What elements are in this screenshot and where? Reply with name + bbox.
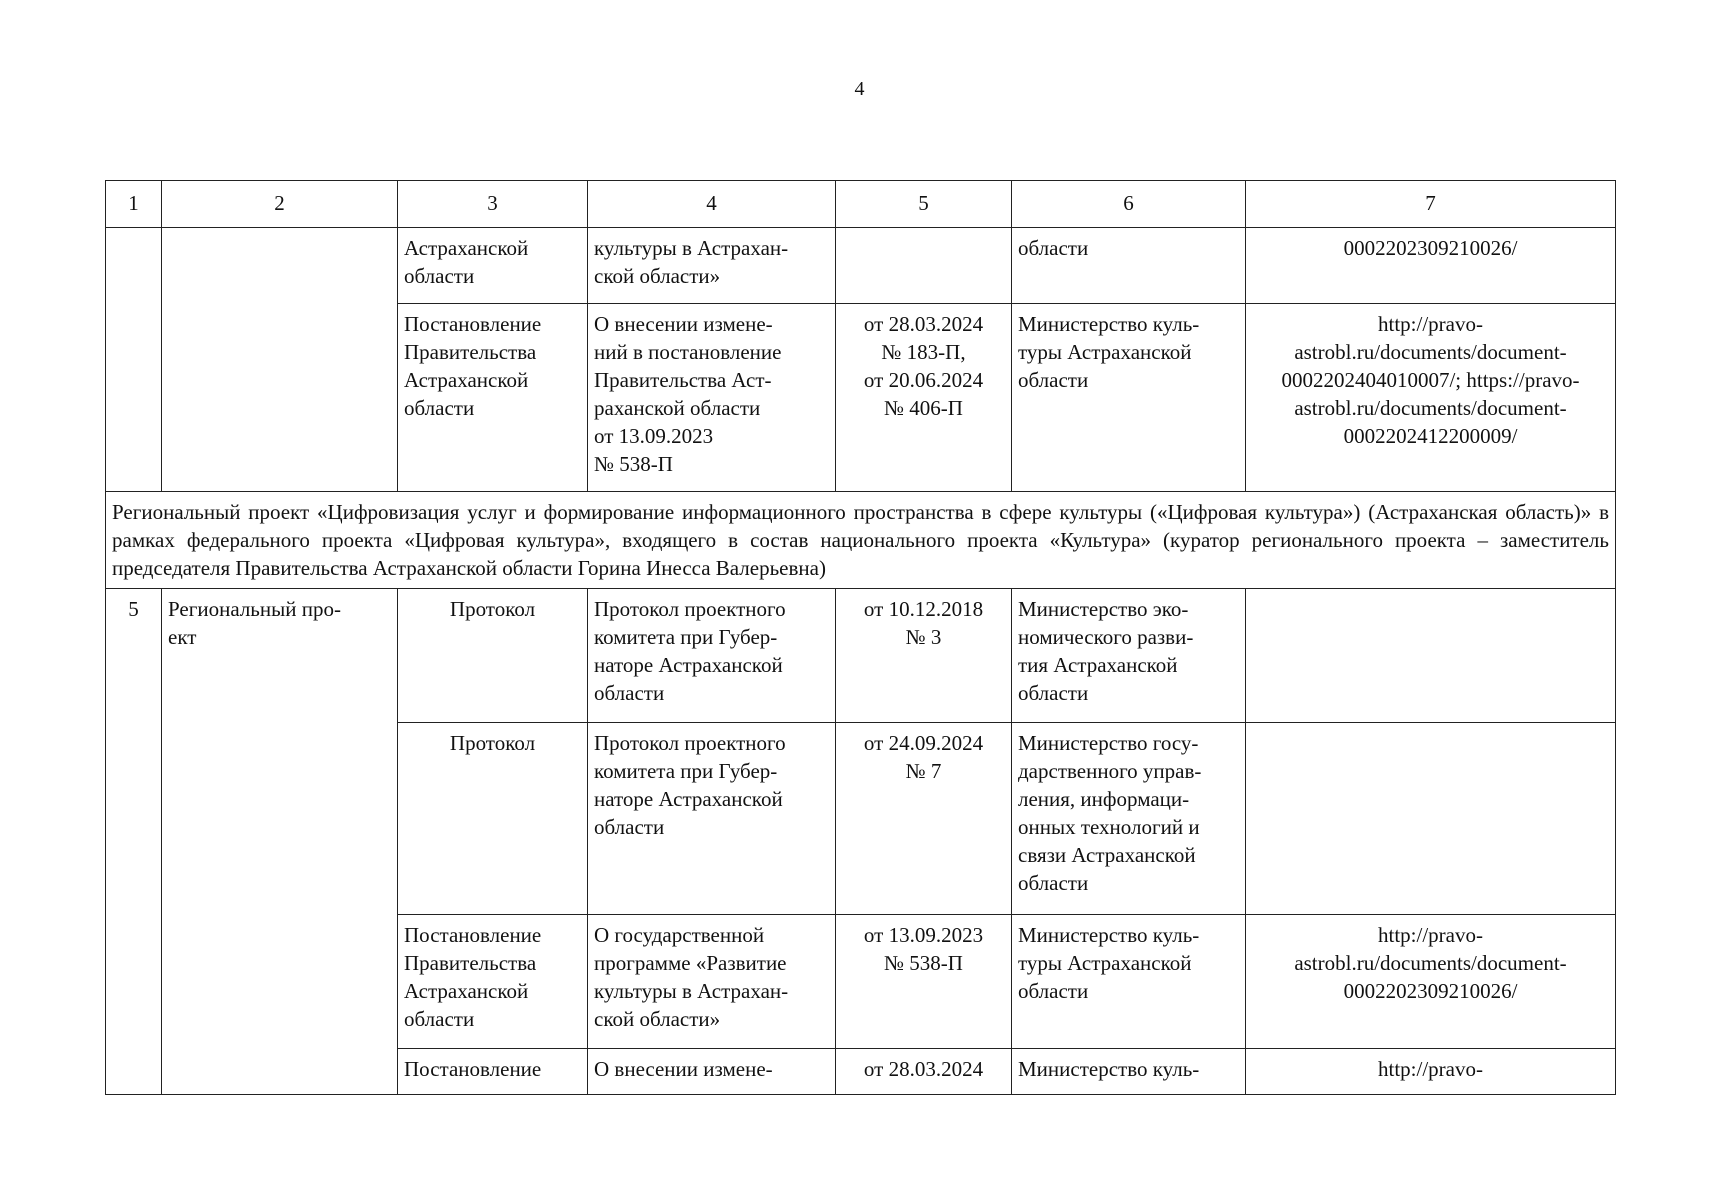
section-title: Региональный проект «Цифровизация услуг и формирование информационного пространства в сфере культуры («Цифровая культура») (Астраханская область)» в рамках федерального проекта «Цифровая культура», входящего в состав национального проекта «Культура» (куратор регионального проекта – заместитель председателя Правительства Астраханской области Горина Инесса Валерьевна)	[106, 492, 1616, 589]
responsible-body-cell: области	[1012, 228, 1246, 304]
document-title-cell: Протокол проектного комитета при Губер- наторе Астраханской области	[588, 723, 836, 915]
document-date-cell: от 28.03.2024 № 183-П, от 20.06.2024 № 406-П	[836, 304, 1012, 492]
document-link-cell: http://pravo-	[1246, 1049, 1616, 1095]
document-date-cell: от 24.09.2024 № 7	[836, 723, 1012, 915]
document-link-cell	[1246, 723, 1616, 915]
column-header: 3	[398, 181, 588, 228]
row-number-cell	[106, 228, 162, 492]
column-header: 6	[1012, 181, 1246, 228]
document-title-cell: О внесении измене- ний в постановление Правительства Аст- раханской области от 13.09.2023 № 538-П	[588, 304, 836, 492]
document-link-cell	[1246, 589, 1616, 723]
document-type-cell: Протокол	[398, 589, 588, 723]
document-date-cell: от 13.09.2023 № 538-П	[836, 915, 1012, 1049]
column-header: 7	[1246, 181, 1616, 228]
document-title-cell: культуры в Астрахан- ской области»	[588, 228, 836, 304]
document-type-cell: Постановление Правительства Астраханской области	[398, 304, 588, 492]
document-type-cell: Астраханской области	[398, 228, 588, 304]
row-number-cell: 5	[106, 589, 162, 1095]
column-header: 2	[162, 181, 398, 228]
responsible-body-cell: Министерство госу- дарственного управ- ления, информаци- онных технологий и связи Астраханской области	[1012, 723, 1246, 915]
responsible-body-cell: Министерство куль- туры Астраханской области	[1012, 304, 1246, 492]
document-link-cell: 0002202309210026/	[1246, 228, 1616, 304]
table-row	[106, 228, 1616, 304]
program-name-cell: Региональный про- ект	[162, 589, 398, 1095]
section-row	[106, 492, 1616, 589]
column-header: 4	[588, 181, 836, 228]
document-link-cell: http://pravo- astrobl.ru/documents/document- 0002202309210026/	[1246, 915, 1616, 1049]
page-number: 4	[854, 78, 865, 100]
responsible-body-cell: Министерство эко- номического разви- тия Астраханской области	[1012, 589, 1246, 723]
table-header-row	[106, 181, 1616, 228]
column-header: 1	[106, 181, 162, 228]
document-title-cell: Протокол проектного комитета при Губер- наторе Астраханской области	[588, 589, 836, 723]
responsible-body-cell: Министерство куль- туры Астраханской области	[1012, 915, 1246, 1049]
document-link-cell: http://pravo- astrobl.ru/documents/document- 0002202404010007/; https://pravo- astrobl.ru/documents/document- 0002202412200009/	[1246, 304, 1616, 492]
document-date-cell: от 28.03.2024	[836, 1049, 1012, 1095]
document-type-cell: Протокол	[398, 723, 588, 915]
document-type-cell: Постановление Правительства Астраханской области	[398, 915, 588, 1049]
document-date-cell	[836, 228, 1012, 304]
document-date-cell: от 10.12.2018 № 3	[836, 589, 1012, 723]
document-title-cell: О внесении измене-	[588, 1049, 836, 1095]
column-header: 5	[836, 181, 1012, 228]
document-type-cell: Постановление	[398, 1049, 588, 1095]
document-table	[105, 180, 1616, 1095]
program-name-cell	[162, 228, 398, 492]
responsible-body-cell: Министерство куль-	[1012, 1049, 1246, 1095]
document-title-cell: О государственной программе «Развитие культуры в Астрахан- ской области»	[588, 915, 836, 1049]
table-row	[106, 589, 1616, 723]
